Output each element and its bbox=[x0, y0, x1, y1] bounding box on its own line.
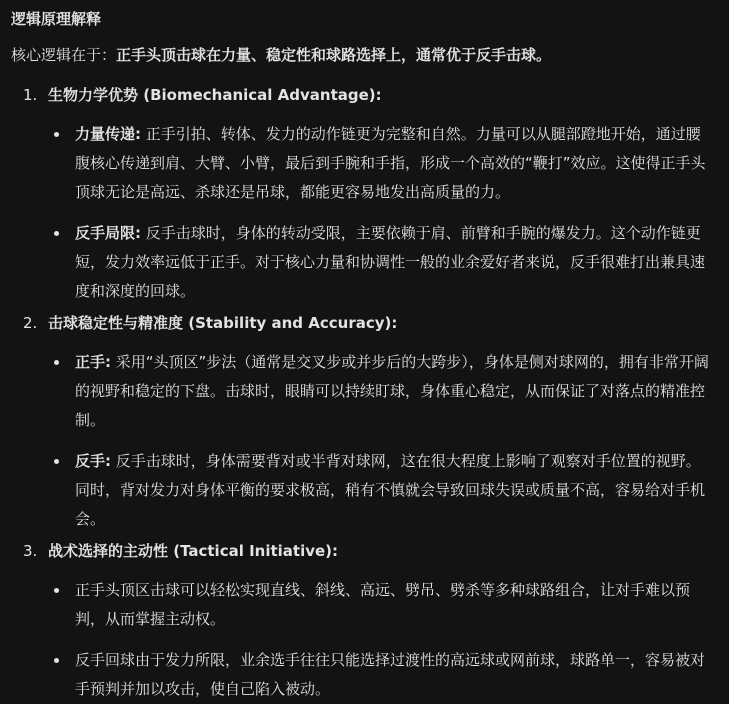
list-item-title-text: 击球稳定性与精准度 (Stability and Accuracy): bbox=[48, 314, 398, 332]
list-item-title bbox=[11, 85, 717, 105]
bullet-list bbox=[11, 120, 717, 306]
bullet-dot-icon bbox=[54, 360, 59, 365]
list-item-title-text: 战术选择的主动性 (Tactical Initiative): bbox=[48, 542, 339, 560]
bullet-text: 采用“头顶区”步法（通常是交叉步或并步后的大跨步），身体是侧对球网的，拥有非常开阔的视野和稳定的下盘。击球时，眼睛可以持续盯球，身体重心稳定，从而保证了对落点的精准控制。 bbox=[75, 353, 709, 429]
bullet-dot-icon bbox=[54, 231, 59, 236]
intro-prefix: 核心逻辑在于： bbox=[11, 46, 117, 64]
bullet-dot-icon bbox=[54, 132, 59, 137]
bullet-text: 反手击球时，身体的转动受限，主要依赖于肩、前臂和手腕的爆发力。这个动作链更短，发力效率远低于正手。对于核心力量和协调性一般的业余爱好者来说，反手很难打出兼具速度和深度的回球。 bbox=[75, 224, 706, 300]
bullet-item bbox=[11, 646, 717, 704]
bullet-item bbox=[11, 576, 717, 634]
bullet-item bbox=[11, 447, 717, 534]
list-item bbox=[11, 85, 717, 306]
bullet-dot-icon bbox=[54, 588, 59, 593]
bullet-label: 正手: bbox=[75, 353, 111, 371]
bullet-dot-icon bbox=[54, 459, 59, 464]
bullet-item bbox=[11, 219, 717, 306]
bullet-text: 正手头顶区击球可以轻松实现直线、斜线、高远、劈吊、劈杀等多种球路组合，让对手难以预判，从而掌握主动权。 bbox=[75, 581, 691, 628]
bullet-label: 反手局限: bbox=[75, 224, 141, 242]
bullet-list bbox=[11, 348, 717, 534]
bullet-text: 反手回球由于发力所限，业余选手往往只能选择过渡性的高远球或网前球，球路单一，容易被对手预判并加以攻击，使自己陷入被动。 bbox=[75, 651, 706, 698]
list-item bbox=[11, 313, 717, 534]
list-item-number: 2. bbox=[23, 314, 38, 332]
numbered-list bbox=[11, 85, 717, 704]
bullet-item bbox=[11, 348, 717, 435]
intro-emphasis: 正手头顶击球在力量、稳定性和球路选择上，通常优于反手击球。 bbox=[116, 46, 552, 64]
intro-paragraph bbox=[11, 29, 717, 65]
bullet-label: 力量传递: bbox=[75, 125, 141, 143]
list-item-title bbox=[11, 541, 717, 561]
bullet-item bbox=[11, 120, 717, 207]
list-item-title-text: 生物力学优势 (Biomechanical Advantage): bbox=[48, 86, 382, 104]
section-heading: 逻辑原理解释 bbox=[11, 10, 102, 28]
bullet-dot-icon bbox=[54, 658, 59, 663]
list-item-number: 3. bbox=[23, 542, 38, 560]
bullet-label: 反手: bbox=[75, 452, 111, 470]
list-item-title bbox=[11, 313, 717, 333]
list-item bbox=[11, 541, 717, 704]
bullet-text: 反手击球时，身体需要背对或半背对球网，这在很大程度上影响了观察对手位置的视野。同时，背对发力对身体平衡的要求极高，稍有不慎就会导致回球失误或质量不高，容易给对手机会。 bbox=[75, 452, 706, 528]
bullet-text: 正手引拍、转体、发力的动作链更为完整和自然。力量可以从腿部蹬地开始，通过腰腹核心传递到肩、大臂、小臂，最后到手腕和手指，形成一个高效的“鞭打”效应。这使得正手头顶球无论是高远、杀球还是吊球，都能更容易地发出高质量的力。 bbox=[75, 125, 706, 201]
bullet-list bbox=[11, 576, 717, 704]
list-item-number: 1. bbox=[23, 86, 38, 104]
